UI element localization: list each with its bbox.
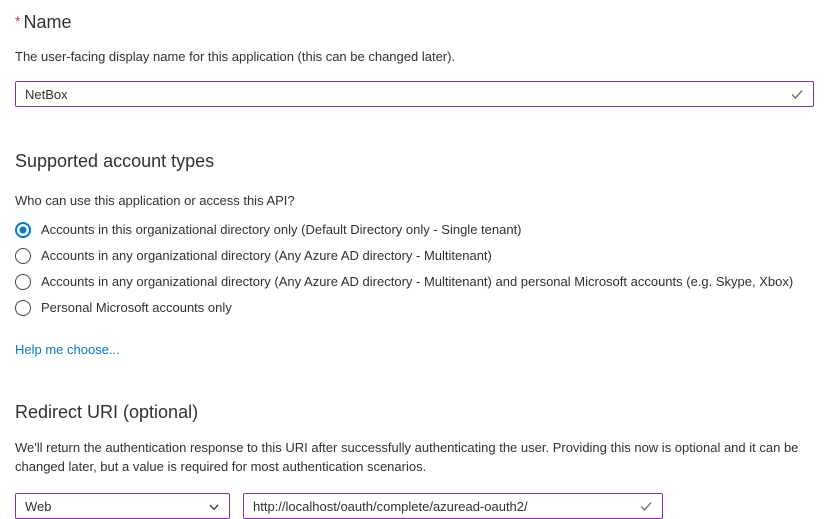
redirect-uri-field-container (243, 493, 663, 519)
radio-selected-icon[interactable] (15, 222, 31, 238)
radio-label: Personal Microsoft accounts only (41, 300, 232, 315)
platform-select-value: Web (25, 498, 52, 514)
platform-select[interactable] (15, 493, 230, 519)
name-input[interactable] (15, 81, 814, 107)
account-type-option-single-tenant[interactable] (15, 217, 814, 243)
radio-unselected-icon[interactable] (15, 274, 31, 290)
account-type-option-multitenant-personal[interactable] (15, 269, 814, 295)
chevron-down-icon (207, 500, 221, 514)
name-section (15, 9, 814, 107)
redirect-uri-input[interactable] (243, 493, 663, 519)
supported-account-types-section (15, 149, 814, 359)
radio-unselected-icon[interactable] (15, 248, 31, 264)
radio-unselected-icon[interactable] (15, 300, 31, 316)
radio-label: Accounts in any organizational directory (Any Azure AD directory - Multitenant) and personal Microsoft accounts (e.g. Skype, Xbox) (41, 274, 794, 289)
redirect-uri-row (15, 493, 814, 519)
radio-label: Accounts in any organizational directory (Any Azure AD directory - Multitenant) (41, 248, 492, 263)
radio-label: Accounts in this organizational directory only (Default Directory only - Single tenant) (41, 222, 522, 237)
account-types-question: Who can use this application or access this API? (15, 193, 295, 208)
account-types-heading: Supported account types (15, 151, 215, 171)
redirect-uri-description: We'll return the authentication response to this URI after successfully authenticating the user. Providing this now is optional and it can be changed later, but a value is required for most authentication scenarios. (15, 440, 799, 474)
required-asterisk: * (15, 13, 21, 29)
name-description: The user-facing display name for this application (this can be changed later). (15, 49, 456, 64)
account-type-radio-group (15, 217, 814, 321)
redirect-uri-heading: Redirect URI (optional) (15, 402, 199, 422)
name-section-heading (15, 9, 814, 34)
help-me-choose-link[interactable]: Help me choose... (15, 342, 120, 357)
redirect-uri-section (15, 400, 814, 519)
name-heading-text: Name (23, 12, 72, 32)
name-field-container (15, 81, 814, 107)
account-type-option-personal-only[interactable] (15, 295, 814, 321)
account-type-option-multitenant[interactable] (15, 243, 814, 269)
